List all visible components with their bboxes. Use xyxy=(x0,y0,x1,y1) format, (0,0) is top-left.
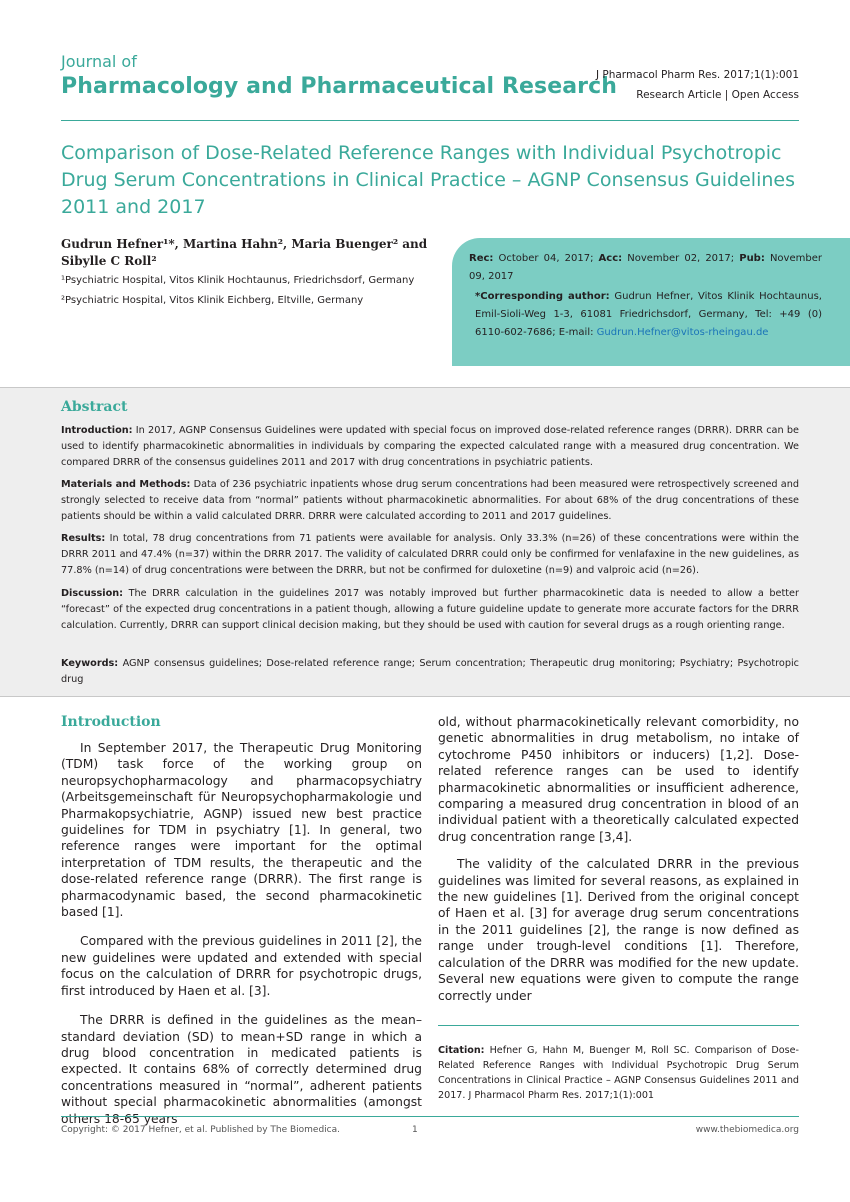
corr-text: Gudrun Hefner, Vitos Klinik Hochtaunus, Emil-Sioli-Weg 1-3, 61081 Friedrichsdorf, Germany, Tel: +49 (0) 6110-602-7686; E-mail: xyxy=(475,291,822,338)
rec-label: Rec: xyxy=(469,253,494,264)
corr-label: *Corresponding author: xyxy=(475,291,610,302)
journal-reference: J Pharmacol Pharm Res. 2017;1(1):001 xyxy=(595,69,799,81)
article-title: Comparison of Dose-Related Reference Ranges with Individual Psychotropic Drug Serum Concentrations in Clinical Practice – AGNP Consensus Guidelines 2011 and 2017 xyxy=(61,142,795,218)
abstract-keywords xyxy=(61,656,799,688)
section-label: Keywords: xyxy=(61,658,119,669)
affiliation-1: ¹Psychiatric Hospital, Vitos Klinik Hochtaunus, Friedrichsdorf, Germany xyxy=(61,275,415,286)
section-text: In 2017, AGNP Consensus Guidelines were updated with special focus on improved dose-related reference ranges (DRRR). DRRR can be used to identify pharmacokinetic abnormalities in individuals by comparing the expected calculated range with a measured drug concentration. We compared DRRR of the consensus guidelines 2011 and 2017 with drug concentrations in psychiatric patients. xyxy=(61,425,799,468)
corresponding-author xyxy=(469,288,822,342)
dates-line xyxy=(469,250,822,286)
email-link[interactable]: Gudrun.Hefner@vitos-rheingau.de xyxy=(596,327,769,338)
footer-copyright: Copyright: © 2017 Hefner, et al. Published by The Biomedica. xyxy=(61,1125,341,1135)
acc-label: Acc: xyxy=(598,253,623,264)
citation-divider xyxy=(438,1025,799,1026)
body-column-left xyxy=(61,740,422,1127)
accepted-date: November 02, 2017; xyxy=(627,253,735,264)
section-text: The DRRR calculation in the guidelines 2017 was notably improved but further pharmacokinetic data is needed to allow a better “forecast” of the expected drug concentrations in a patient though, allowing a future guideline update to generate more accurate factors for the DRRR calculation. Currently, DRRR can support clinical decision making, but they should be used with caution for several drugs as a rough orienting range. xyxy=(61,588,799,631)
body-paragraph: old, without pharmacokinetically relevant comorbidity, no genetic abnormalities in drug metabolism, no intake of cytochrome P450 inhibitors or inducers) [1,2]. Dose-related reference ranges can be used to identify pharmacokinetic abnormalities or insufficient adherence, comparing a measured drug concentration in blood of an individual patient with a theoretically calculated expected drug concentration range [3,4]. xyxy=(438,715,799,844)
section-text: AGNP consensus guidelines; Dose-related reference range; Serum concentration; Therapeutic drug monitoring; Psychiatry; Psychotropic drug xyxy=(61,658,799,685)
article-type: Research Article | Open Access xyxy=(636,89,799,101)
abstract-heading: Abstract xyxy=(61,399,128,415)
abstract-introduction xyxy=(61,423,799,470)
citation-label: Citation: xyxy=(438,1045,485,1056)
footer-url[interactable]: www.thebiomedica.org xyxy=(695,1125,799,1135)
section-text: In total, 78 drug concentrations from 71 patients were available for analysis. Only 33.3% (n=26) of these concentrations were within the DRRR 2011 and 47.4% (n=37) within the DRRR 2017. The validity of calculated DRRR could only be confirmed for venlafaxine in the new guidelines, as 77.8% (n=14) of drug concentrations were between the DRRR, but not be confirmed for duloxetine (n=9) and valproic acid (n=26). xyxy=(61,533,799,576)
pub-label: Pub: xyxy=(739,253,765,264)
section-label: Results: xyxy=(61,533,106,544)
citation-block xyxy=(438,1043,799,1103)
journal-prefix: Journal of xyxy=(61,52,137,71)
citation-text: Hefner G, Hahn M, Buenger M, Roll SC. Comparison of Dose-Related Reference Ranges with Individual Psychotropic Drug Serum Concentrations in Clinical Practice – AGNP Consensus Guidelines 2011 and 2017. J Pharmacol Pharm Res. 2017;1(1):001 xyxy=(438,1045,799,1101)
introduction-heading: Introduction xyxy=(61,714,161,730)
author-list: Gudrun Hefner¹*, Martina Hahn², Maria Buenger² and Sibylle C Roll² xyxy=(61,237,428,268)
abstract-results xyxy=(61,531,799,578)
abstract-section xyxy=(0,387,850,697)
section-label: Discussion: xyxy=(61,588,124,599)
body-paragraph: Compared with the previous guidelines in 2011 [2], the new guidelines were updated and extended with special focus on the calculation of DRRR for psychotropic drugs, first introduced by Haen et al. [3]. xyxy=(61,934,422,998)
body-paragraph: The validity of the calculated DRRR in the previous guidelines was limited for several reasons, as explained in the new guidelines [1]. Derived from the original concept of Haen et al. [3] for average drug serum concentrations in the 2011 guidelines [2], the range is now defined as range under trough-level conditions [1]. Therefore, calculation of the DRRR was modified for the new update. Several new equations were given to compute the range correctly under xyxy=(438,857,799,1003)
body-paragraph: In September 2017, the Therapeutic Drug Monitoring (TDM) task force of the working group on neuropsychopharmacology and pharmacopsychiatry (Arbeitsgemeinschaft für Neuropsychopharmakologie und Pharmakopsychiatrie, AGNP) issued new best practice guidelines for TDM in psychiatry [1]. In general, two reference ranges were important for the optimal interpretation of TDM results, the therapeutic and the dose-related reference range (DRRR). The first range is pharmacodynamic based, the second pharmacokinetic based [1]. xyxy=(61,741,422,920)
section-label: Materials and Methods: xyxy=(61,479,191,490)
journal-name: Pharmacology and Pharmaceutical Research xyxy=(61,74,618,99)
header-divider xyxy=(61,120,799,121)
section-label: Introduction: xyxy=(61,425,133,436)
abstract-discussion xyxy=(61,586,799,633)
article-info-box xyxy=(452,238,850,366)
section-text: Data of 236 psychiatric inpatients whose drug serum concentrations had been measured were retrospectively screened and strongly selected to receive data from “normal” patients without pharmacokinetic abnormalities. For about 68% of the drug concentrations of these patients should be within a valid calculated DRRR. DRRR were calculated according to 2011 and 2017 guidelines. xyxy=(61,479,799,522)
abstract-methods xyxy=(61,477,799,524)
body-column-right xyxy=(438,714,799,1004)
received-date: October 04, 2017; xyxy=(498,253,594,264)
published-date: November 09, 2017 xyxy=(469,253,822,282)
body-paragraph: The DRRR is defined in the guidelines as the mean–standard deviation (SD) to mean+SD range in which a drug blood concentration in medicated patients is expected. It contains 68% of correctly determined drug concentrations measured in “normal”, adherent patients without special pharmacokinetic abnormalities (amongst others 18-65 years xyxy=(61,1013,422,1126)
page-number: 1 xyxy=(412,1125,418,1135)
footer-divider xyxy=(61,1116,799,1117)
affiliation-2: ²Psychiatric Hospital, Vitos Klinik Eichberg, Eltville, Germany xyxy=(61,295,364,306)
